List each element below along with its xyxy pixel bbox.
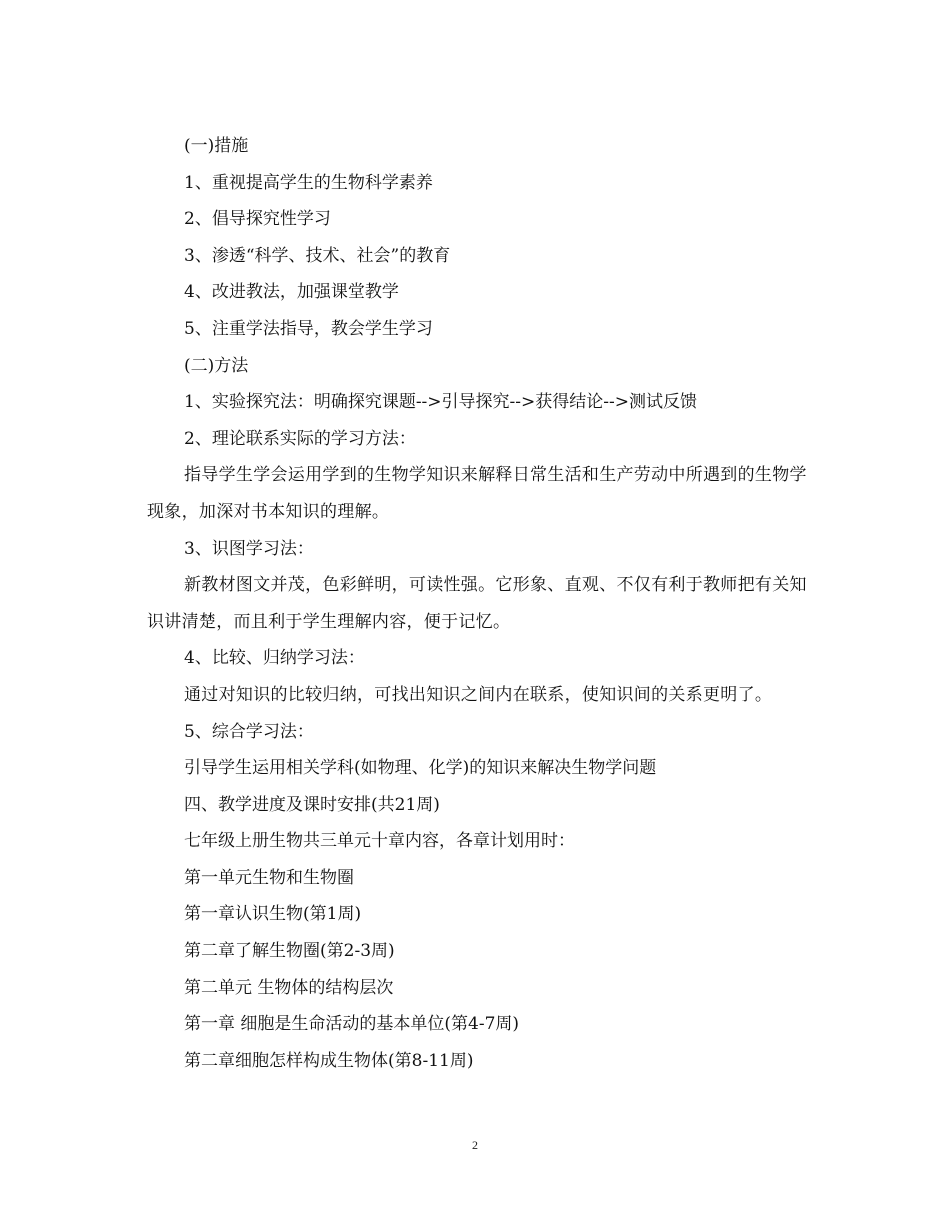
list-item: 3、识图学习法：	[184, 538, 314, 559]
paragraph: 引导学生运用相关学科(如物理、化学)的知识来解决生物学问题	[184, 758, 657, 779]
paragraph: 指导学生学会运用学到的生物学知识来解释日常生活和生产劳动中所遇到的生物学现象，加深对书本知识的理解。	[147, 465, 807, 522]
list-item: 3、渗透“科学、技术、社会”的教育	[184, 245, 451, 266]
chapter-item: 第二章了解生物圈(第2-3周)	[184, 941, 395, 962]
list-item: 5、注重学法指导，教会学生学习	[184, 318, 433, 339]
list-item: 4、比较、归纳学习法：	[184, 648, 365, 669]
chapter-item: 第二章细胞怎样构成生物体(第8-11周)	[184, 1050, 474, 1071]
paragraph: 七年级上册生物共三单元十章内容，各章计划用时：	[184, 831, 575, 852]
list-item: 4、改进教法，加强课堂教学	[184, 282, 399, 303]
section-heading-schedule: 四、教学进度及课时安排(共21周)	[184, 794, 440, 815]
section-heading-methods: (二)方法	[184, 355, 249, 376]
section-heading-measures: (一)措施	[184, 136, 249, 156]
paragraph: 通过对知识的比较归纳，可找出知识之间内在联系，使知识间的关系更明了。	[184, 684, 773, 705]
chapter-item: 第一章 细胞是生命活动的基本单位(第4-7周)	[184, 1014, 520, 1035]
unit-heading: 第一单元生物和生物圈	[184, 867, 354, 888]
chapter-item: 第一章认识生物(第1周)	[184, 904, 362, 925]
list-item: 2、理论联系实际的学习方法：	[184, 428, 416, 449]
document-body	[147, 128, 807, 1079]
list-item: 2、倡导探究性学习	[184, 209, 331, 230]
list-item: 1、重视提高学生的生物科学素养	[184, 172, 433, 193]
unit-heading: 第二单元 生物体的结构层次	[184, 977, 394, 998]
list-item: 1、实验探究法：明确探究课题-->引导探究-->获得结论-->测试反馈	[184, 392, 698, 413]
paragraph: 新教材图文并茂，色彩鲜明，可读性强。它形象、直观、不仅有利于教师把有关知识讲清楚，而且利于学生理解内容，便于记忆。	[147, 575, 807, 632]
page-number: 2	[472, 1138, 478, 1152]
list-item: 5、综合学习法：	[184, 721, 314, 742]
